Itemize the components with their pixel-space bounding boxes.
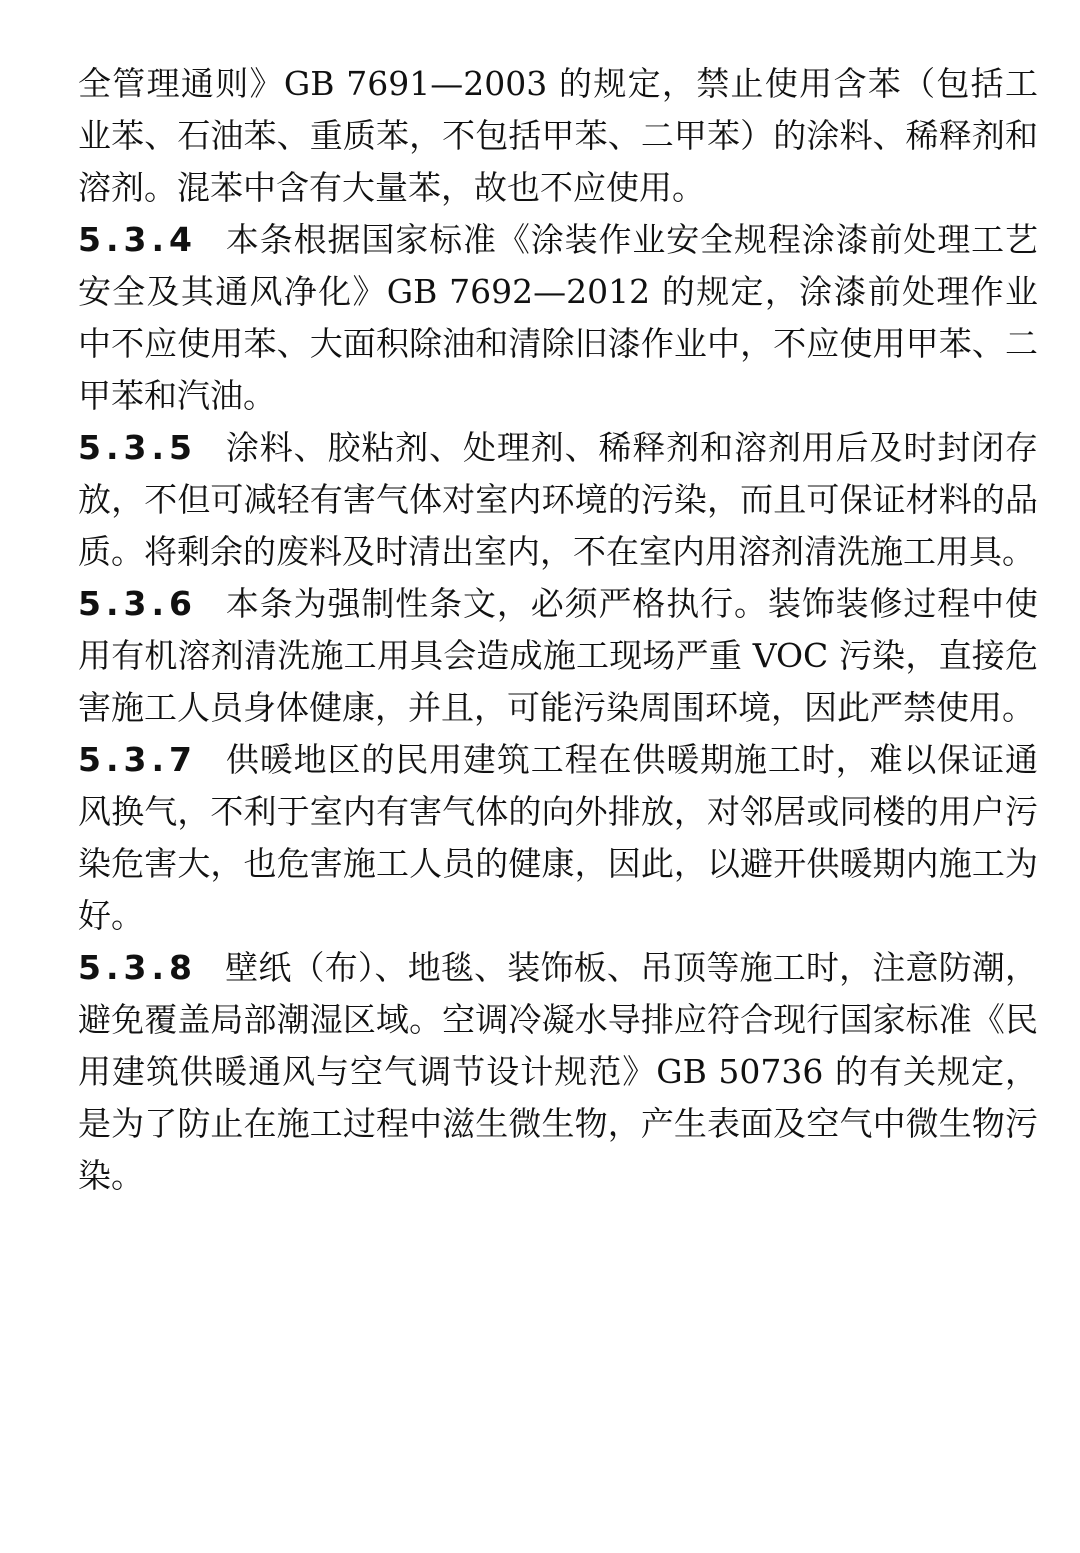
clause-text: 涂料、胶粘剂、处理剂、稀释剂和溶剂用后及时封闭存放，不但可减轻有害气体对室内环境的污染，而且可保证材料的品质。将剩余的废料及时清出室内，不在室内用溶剂清洗施工用具。 — [78, 428, 1038, 571]
clause-text: 供暖地区的民用建筑工程在供暖期施工时，难以保证通风换气，不利于室内有害气体的向外排放，对邻居或同楼的用户污染危害大，也危害施工人员的健康，因此，以避开供暖期内施工为好。 — [78, 740, 1038, 935]
clause-5-3-5 — [78, 422, 1038, 578]
clause-number: 5.3.8 — [78, 948, 197, 987]
clause-number: 5.3.6 — [78, 584, 197, 623]
clause-number: 5.3.5 — [78, 428, 197, 467]
clause-text: 本条为强制性条文，必须严格执行。装饰装修过程中使用有机溶剂清洗施工用具会造成施工现场严重 VOC 污染，直接危害施工人员身体健康，并且，可能污染周围环境，因此严禁使用。 — [78, 584, 1038, 727]
clause-number: 5.3.4 — [78, 220, 197, 259]
document-page — [78, 58, 1038, 1202]
clause-5-3-8 — [78, 942, 1038, 1202]
clause-text: 壁纸（布）、地毯、装饰板、吊顶等施工时，注意防潮，避免覆盖局部潮湿区域。空调冷凝水导排应符合现行国家标准《民用建筑供暖通风与空气调节设计规范》GB 50736 的有关规定，是为了防止在施工过程中滋生微生物，产生表面及空气中微生物污染。 — [78, 948, 1038, 1195]
intro-text: 全管理通则》GB 7691—2003 的规定，禁止使用含苯（包括工业苯、石油苯、重质苯，不包括甲苯、二甲苯）的涂料、稀释剂和溶剂。混苯中含有大量苯，故也不应使用。 — [78, 64, 1038, 207]
clause-5-3-6 — [78, 578, 1038, 734]
clause-5-3-7 — [78, 734, 1038, 942]
clause-number: 5.3.7 — [78, 740, 197, 779]
clause-5-3-4 — [78, 214, 1038, 422]
clause-text: 本条根据国家标准《涂装作业安全规程涂漆前处理工艺安全及其通风净化》GB 7692—2012 的规定，涂漆前处理作业中不应使用苯、大面积除油和清除旧漆作业中，不应使用甲苯、二甲苯和汽油。 — [78, 220, 1038, 415]
intro-paragraph — [78, 58, 1038, 214]
